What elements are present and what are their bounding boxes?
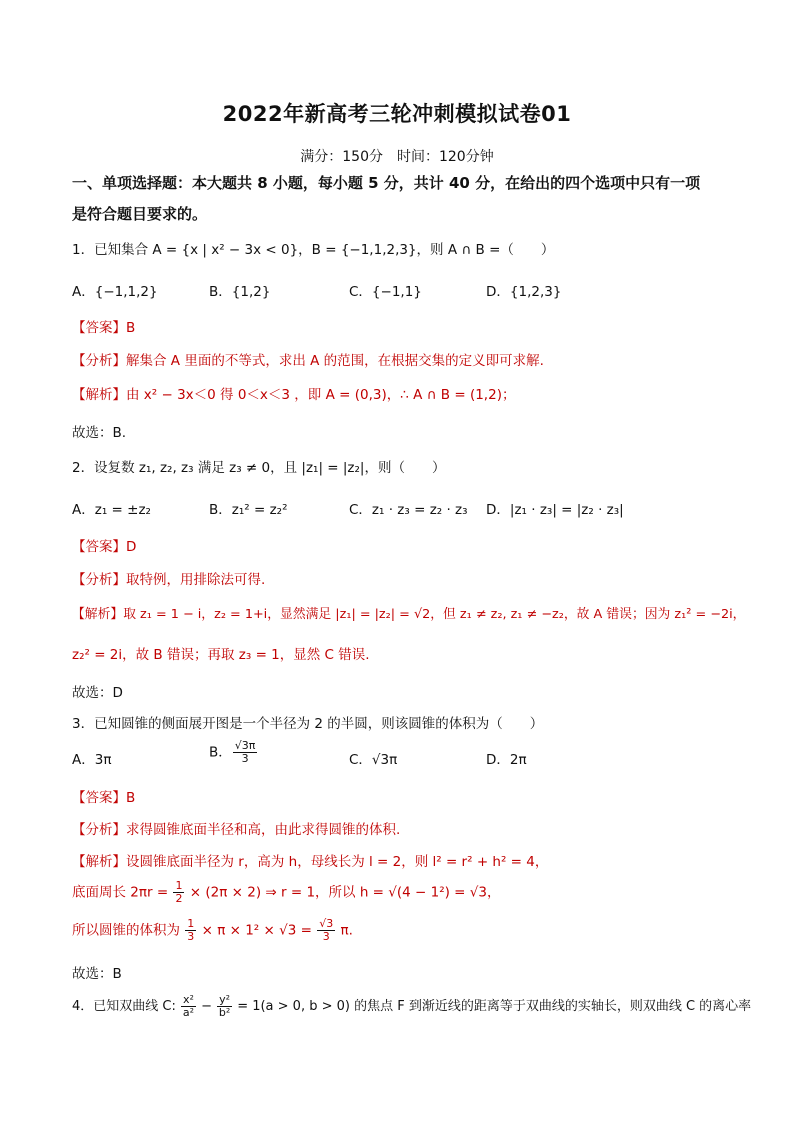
q3-solution-line3-pre: 所以圆锥的体积为 <box>72 922 180 939</box>
q1-answer-text: 【答案】B <box>72 320 136 336</box>
q4-x-fraction <box>181 994 196 1019</box>
q3-option-b-denominator: 3 <box>241 752 249 765</box>
q3-half-fraction <box>173 880 184 905</box>
q3-third-numerator: 1 <box>187 917 195 930</box>
q3-option-c: C．√3π <box>349 752 398 768</box>
q4-x-numerator: x² <box>183 993 194 1006</box>
q1-solution: 【解析】由 x² − 3x＜0 得 0＜x＜3 ，即 A = (0,3)，∴ A ∩ B = (1,2)； <box>72 387 516 403</box>
q3-answer-text: 【答案】B <box>72 790 136 806</box>
q4-y-fraction <box>217 994 232 1019</box>
q2-option-b: B．z₁² = z₂² <box>209 502 288 518</box>
q1-stem: 1．已知集合 A = {x | x² − 3x < 0}，B = {−1,1,2,3}，则 A ∩ B =（ ） <box>72 242 555 258</box>
q3-solution-line2 <box>72 880 500 905</box>
q3-result-denominator: 3 <box>322 930 330 943</box>
q3-solution-line1: 【解析】设圆锥底面半径为 r，高为 h，母线长为 l = 2，则 l² = r² + h² = 4， <box>72 854 549 870</box>
page-title: 2022年新高考三轮冲刺模拟试卷01 <box>222 102 572 126</box>
q3-choose: 故选：B <box>72 966 122 982</box>
q4-stem-post: = 1(a > 0, b > 0) 的焦点 F 到渐近线的距离等于双曲线的实轴长，则双曲线 C 的离心率 <box>237 999 752 1014</box>
q2-stem: 2．设复数 z₁, z₂, z₃ 满足 z₃ ≠ 0，且 |z₁| = |z₂|，则（ ） <box>72 460 446 476</box>
q3-result-numerator: √3 <box>319 917 334 930</box>
q1-choose: 故选：B. <box>72 425 127 441</box>
q3-option-b-numerator: √3π <box>234 739 256 752</box>
exam-meta: 满分：150分 时间：120分钟 <box>300 149 494 165</box>
q2-option-c: C．z₁ · z₃ = z₂ · z₃ <box>349 502 468 518</box>
q3-half-denominator: 2 <box>175 892 183 905</box>
q2-answer-text: 【答案】D <box>72 539 137 555</box>
q3-third-denominator: 3 <box>187 930 195 943</box>
q3-half-numerator: 1 <box>175 879 183 892</box>
q1-option-b: B．{1,2} <box>209 284 271 300</box>
q1-option-c: C．{−1,1} <box>349 284 422 300</box>
section-heading-line2: 是符合题目要求的。 <box>72 205 208 223</box>
q2-solution-line1: 【解析】取 z₁ = 1 − i，z₂ = 1+i，显然满足 |z₁| = |z₂| = √2，但 z₁ ≠ z₂, z₁ ≠ −z₂，故 A 错误；因为 z₁² = −2i， <box>72 607 746 622</box>
q3-solution-line3 <box>72 918 353 943</box>
q4-minus: − <box>201 999 212 1014</box>
q3-solution-line3-mid: × π × 1² × √3 = <box>201 922 312 939</box>
q3-solution-line3-post: π. <box>340 922 353 939</box>
q2-solution-line2: z₂² = 2i，故 B 错误；再取 z₃ = 1，显然 C 错误. <box>72 647 370 663</box>
q4-y-denominator: b² <box>218 1006 231 1019</box>
q1-answer <box>72 316 135 336</box>
q3-option-b-label: B． <box>209 744 232 761</box>
q3-option-b-fraction <box>233 740 258 765</box>
q1-option-a: A．{−1,1,2} <box>72 284 158 300</box>
q3-solution-line2-post: × (2π × 2) ⇒ r = 1，所以 h = √(4 − 1²) = √3， <box>189 884 501 901</box>
q4-x-denominator: a² <box>182 1006 195 1019</box>
q3-option-d: D．2π <box>486 752 527 768</box>
q2-option-d: D．|z₁ · z₃| = |z₂ · z₃| <box>486 502 624 518</box>
q3-answer <box>72 786 135 806</box>
q3-solution-line2-pre: 底面周长 2πr = <box>72 884 169 901</box>
q3-stem: 3．已知圆锥的侧面展开图是一个半径为 2 的半圆，则该圆锥的体积为（ ） <box>72 716 544 732</box>
q2-choose: 故选：D <box>72 685 123 701</box>
q3-analysis: 【分析】求得圆锥底面半径和高，由此求得圆锥的体积. <box>72 822 401 838</box>
q1-analysis: 【分析】解集合 A 里面的不等式，求出 A 的范围，在根据交集的定义即可求解. <box>72 353 544 369</box>
q2-analysis: 【分析】取特例，用排除法可得. <box>72 572 266 588</box>
q1-option-d: D．{1,2,3} <box>486 284 562 300</box>
q3-option-a: A．3π <box>72 752 112 768</box>
q4-y-numerator: y² <box>219 993 231 1006</box>
q3-result-fraction <box>317 918 335 943</box>
q4-stem-pre: 4．已知双曲线 C: <box>72 999 176 1014</box>
q3-option-b <box>209 740 258 765</box>
q2-option-a: A．z₁ = ±z₂ <box>72 502 151 518</box>
section-heading-line1: 一、单项选择题：本大题共 8 小题，每小题 5 分，共计 40 分，在给出的四个选项中只有一项 <box>72 174 701 192</box>
q3-third-fraction <box>185 918 196 943</box>
q2-answer <box>72 535 136 555</box>
q4-stem <box>72 994 751 1019</box>
